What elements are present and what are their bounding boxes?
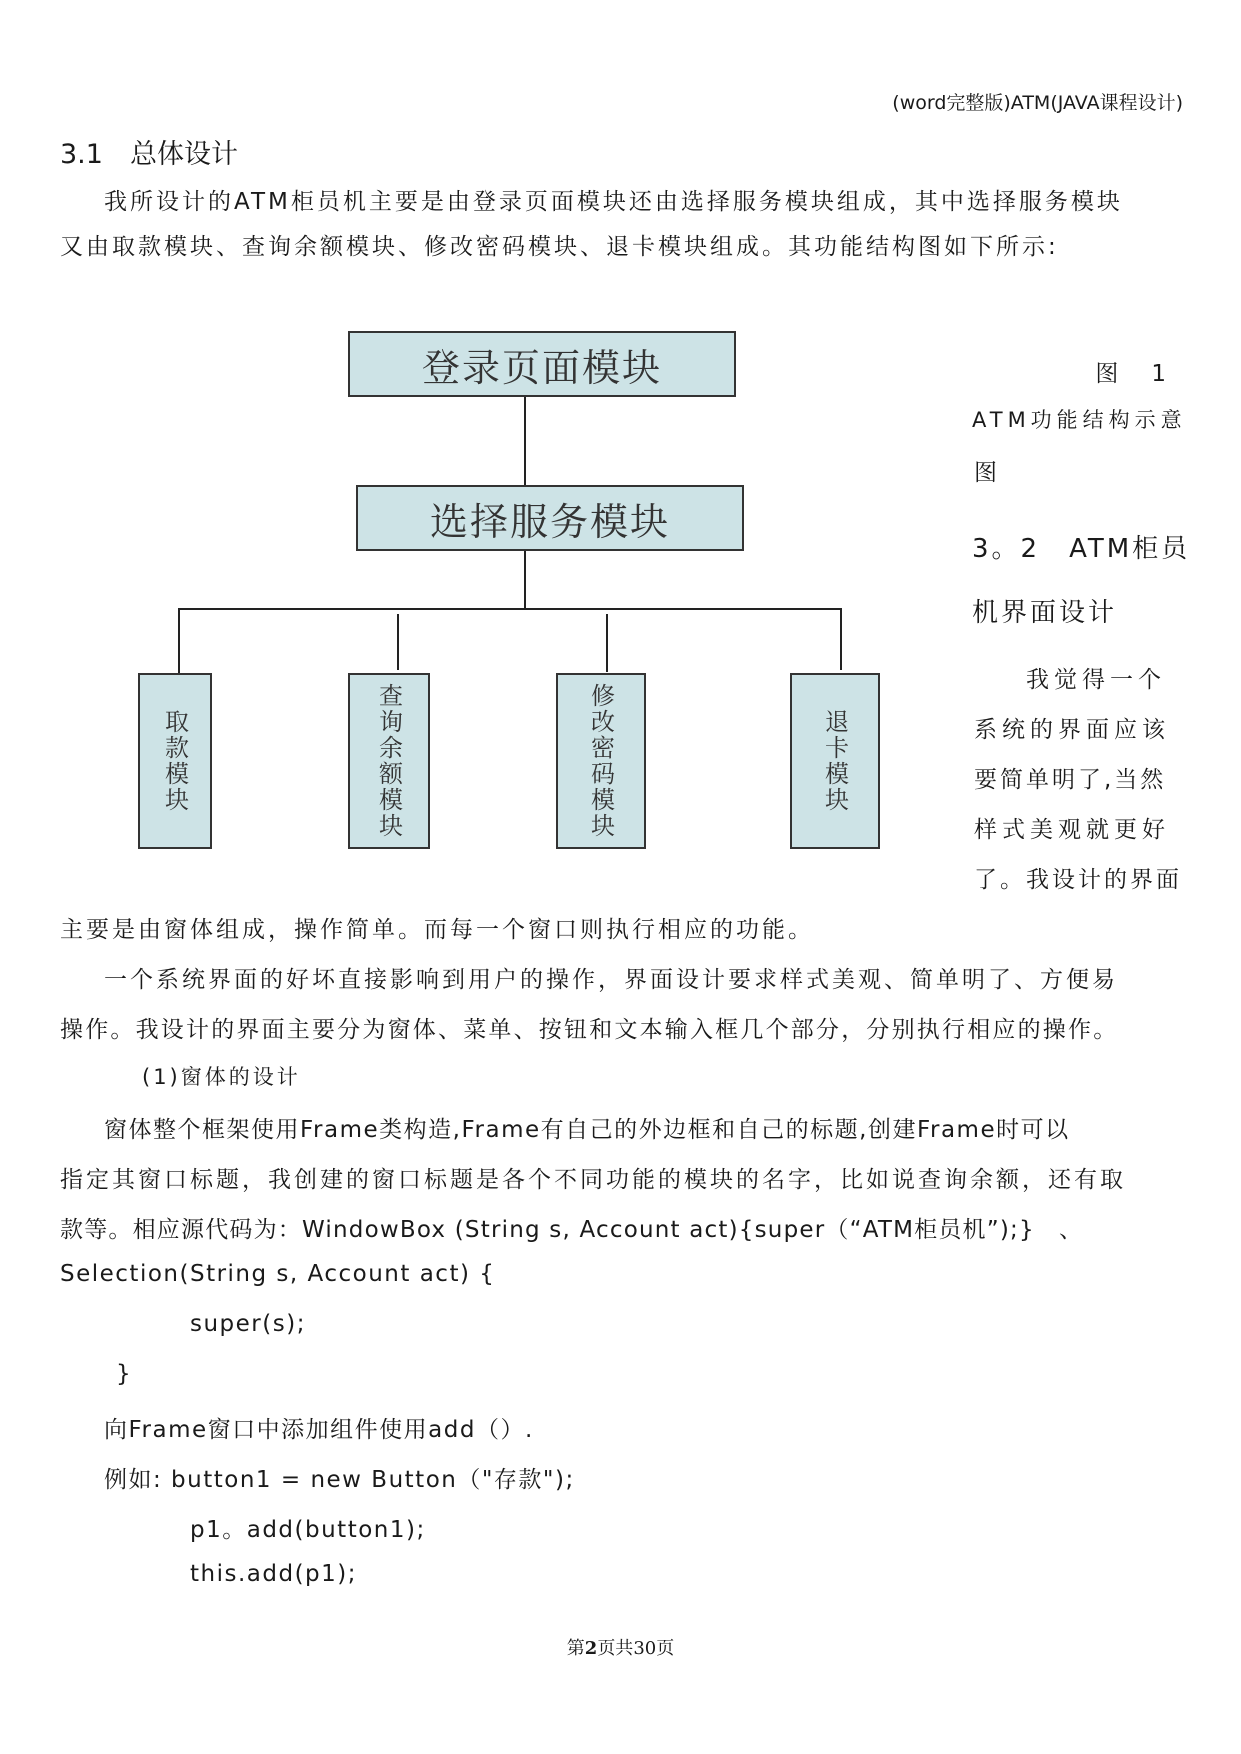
- connector-bus: [178, 608, 842, 610]
- diagram-node-login: 登录页面模块: [348, 331, 736, 397]
- body-line: 一个系统界面的好坏直接影响到用户的操作，界面设计要求样式美观、简单明了、方便易: [104, 967, 1118, 993]
- connector-line: [524, 397, 526, 485]
- body-line: 操作。我设计的界面主要分为窗体、菜单、按钮和文本输入框几个部分，分别执行相应的操作。: [60, 1017, 1119, 1043]
- diagram-node-balance: 查询余额模块: [348, 673, 430, 849]
- diagram-node-password: 修改密码模块: [556, 673, 646, 849]
- subsection-title: (1)窗体的设计: [142, 1065, 301, 1089]
- footer-middle: 页共: [597, 1638, 634, 1659]
- diagram-node-eject-card: 退卡模块: [790, 673, 880, 849]
- footer-suffix: 页: [656, 1638, 675, 1659]
- connector-line: [606, 614, 608, 672]
- footer-total-pages: 30: [633, 1638, 657, 1659]
- page-header: (word完整版)ATM(JAVA课程设计): [892, 92, 1183, 114]
- figure-caption-end: 图: [974, 460, 1002, 486]
- figure-caption-number: 图 1: [1095, 361, 1171, 387]
- code-line: super(s);: [190, 1311, 306, 1337]
- body-line: 向Frame窗口中添加组件使用add（）.: [104, 1417, 534, 1443]
- body-line: 款等。相应源代码为：WindowBox (String s, Account act){super（“ATM柜员机”);} 、: [60, 1217, 1084, 1243]
- section-title-3-2: 3。2 ATM柜员: [972, 534, 1191, 564]
- side-paragraph-line: 了。我设计的界面: [974, 867, 1182, 893]
- connector-line: [524, 551, 526, 609]
- body-line: 窗体整个框架使用Frame类构造,Frame有自己的外边框和自己的标题,创建Frame时可以: [104, 1117, 1070, 1143]
- intro-line-1: 我所设计的ATM柜员机主要是由登录页面模块还由选择服务模块组成，其中选择服务模块: [104, 189, 1123, 215]
- connector-line: [840, 608, 842, 670]
- side-paragraph-line: 我觉得一个: [1026, 667, 1166, 693]
- body-line: 主要是由窗体组成，操作简单。而每一个窗口则执行相应的功能。: [60, 917, 814, 943]
- page-footer: [0, 1634, 1241, 1660]
- code-line: }: [116, 1361, 134, 1387]
- connector-line: [397, 614, 399, 670]
- code-line: p1。add(button1);: [190, 1517, 426, 1543]
- side-paragraph-line: 要简单明了,当然: [974, 767, 1167, 793]
- footer-page-number: 2: [584, 1638, 598, 1659]
- intro-line-2: 又由取款模块、查询余额模块、修改密码模块、退卡模块组成。其功能结构图如下所示:: [60, 234, 1059, 260]
- diagram-node-withdraw: 取款模块: [138, 673, 212, 849]
- footer-prefix: 第: [566, 1638, 585, 1659]
- figure-caption-title: ATM功能结构示意: [972, 408, 1187, 432]
- side-paragraph-line: 系统的界面应该: [974, 717, 1170, 743]
- side-paragraph-line: 样式美观就更好: [974, 817, 1170, 843]
- code-line: 例如: button1 = new Button（"存款");: [104, 1467, 575, 1493]
- section-title-3-1: 3.1 总体设计: [60, 139, 238, 170]
- connector-line: [178, 608, 180, 674]
- section-title-3-2-cont: 机界面设计: [972, 598, 1118, 628]
- body-line: 指定其窗口标题，我创建的窗口标题是各个不同功能的模块的名字，比如说查询余额，还有取: [60, 1167, 1126, 1193]
- code-line: this.add(p1);: [190, 1561, 358, 1587]
- code-line: Selection(String s, Account act) {: [60, 1261, 496, 1287]
- diagram-node-select-service: 选择服务模块: [356, 485, 744, 551]
